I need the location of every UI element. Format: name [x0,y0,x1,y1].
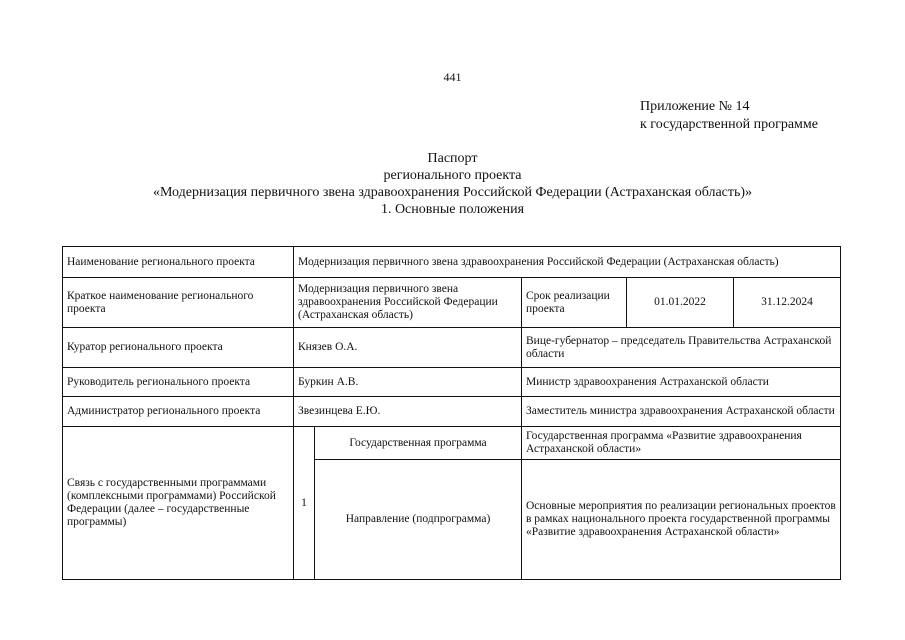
curator-position: Вице-губернатор – председатель Правительства Астраханской области [522,328,841,368]
row-label: Куратор регионального проекта [63,328,294,368]
row-label: Администратор регионального проекта [63,397,294,427]
table-row [63,247,841,278]
start-date: 01.01.2022 [627,278,734,328]
curator-name: Князев О.А. [294,328,522,368]
section-title: 1. Основные положения [380,202,525,217]
table-row [63,278,841,328]
head-position: Министр здравоохранения Астраханской области [522,368,841,397]
table-row [63,427,841,460]
appendix-note [640,98,818,134]
term-label: Срок реализации проекта [522,278,627,328]
row-label: Руководитель регионального проекта [63,368,294,397]
program-link-number: 1 [294,427,315,580]
page-number: 441 [443,70,462,84]
short-name-value: Модернизация первичного звена здравоохранения Российской Федерации (Астраханская область) [294,278,522,328]
row-label: Наименование регионального проекта [63,247,294,278]
program-link-label: Связь с государственными программами (комплексными программами) Российской Федерации (далее – государственные программы) [63,427,294,580]
appendix-line-2: к государственной программе [640,117,818,132]
end-date: 31.12.2024 [734,278,841,328]
heading-line-2: регионального проекта [383,168,522,183]
table-row [63,328,841,368]
administrator-position: Заместитель министра здравоохранения Астраханской области [522,397,841,427]
row-label: Краткое наименование регионального проекта [63,278,294,328]
direction-label: Направление (подпрограмма) [315,460,522,580]
heading-line-1: Паспорт [427,151,478,166]
document-heading [0,150,905,218]
heading-line-3: «Модернизация первичного звена здравоохранения Российской Федерации (Астраханская область)» [152,185,753,200]
appendix-line-1: Приложение № 14 [640,99,750,114]
administrator-name: Звезинцева Е.Ю. [294,397,522,427]
project-name-value: Модернизация первичного звена здравоохранения Российской Федерации (Астраханская область) [294,247,841,278]
head-name: Буркин А.В. [294,368,522,397]
state-program-label: Государственная программа [315,427,522,460]
state-program-value: Государственная программа «Развитие здравоохранения Астраханской области» [522,427,841,460]
table-row [63,397,841,427]
table-row [63,368,841,397]
project-passport-table [62,246,841,580]
direction-value: Основные мероприятия по реализации региональных проектов в рамках национального проекта государственной программы «Развитие здравоохранения Астраханской области» [522,460,841,580]
